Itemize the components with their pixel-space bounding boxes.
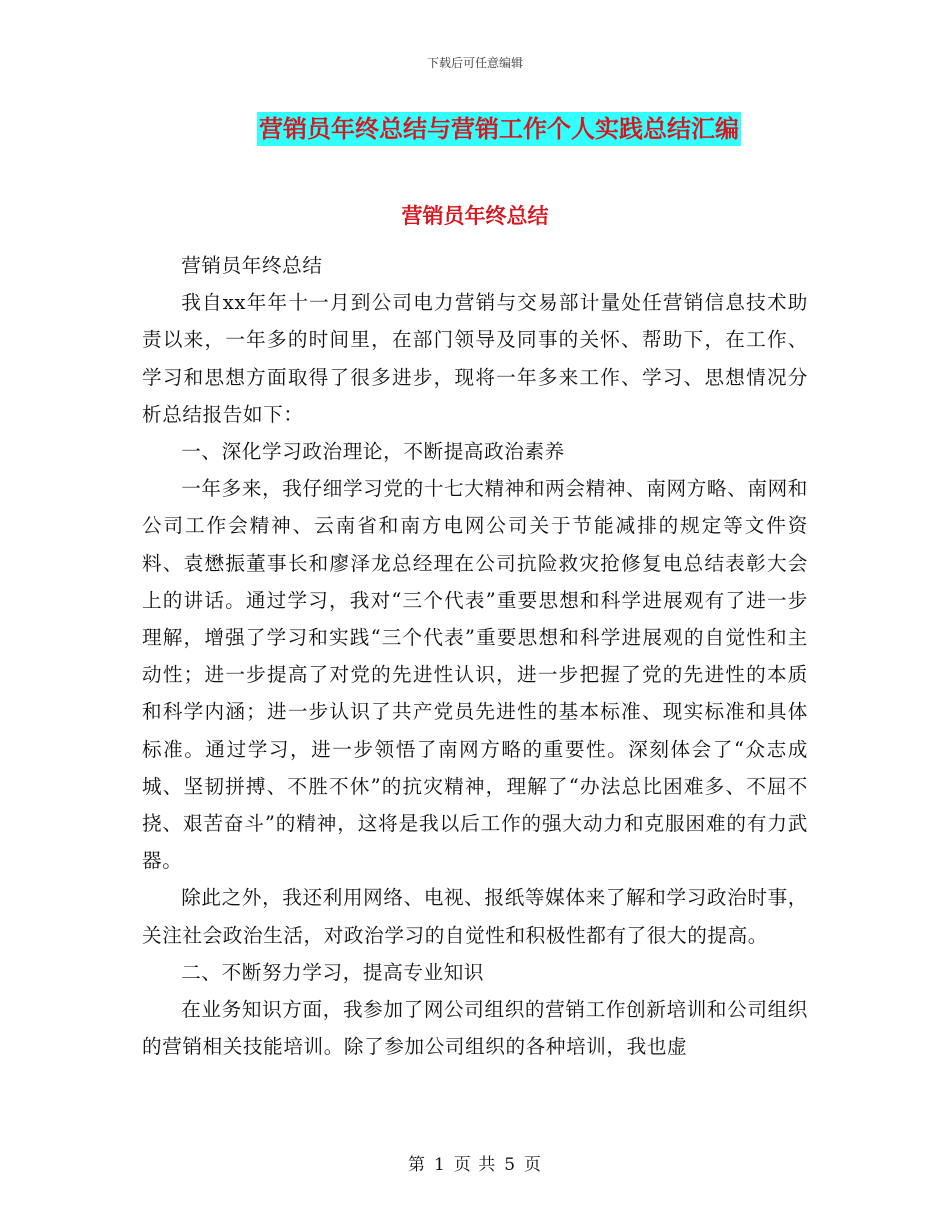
footer-middle: 页 共 bbox=[453, 1155, 497, 1175]
paragraph: 我自xx年年十一月到公司电力营销与交易部计量处任营销信息技术助责以来，一年多的时间里，在部门领导及同事的关怀、帮助下，在工作、学习和思想方面取得了很多进步，现将一年多来工作、学习、思想情况分析总结报告如下： bbox=[142, 291, 808, 426]
paragraph: 除此之外，我还利用网络、电视、报纸等媒体来了解和学习政治时事，关注社会政治生活，对政治学习的自觉性和积极性都有了很大的提高。 bbox=[142, 886, 808, 947]
paragraph: 在业务知识方面，我参加了网公司组织的营销工作创新培训和公司组织的营销相关技能培训。除了参加公司组织的各种培训，我也虚 bbox=[142, 998, 808, 1059]
page-footer bbox=[0, 1150, 950, 1175]
document-body bbox=[142, 247, 808, 1065]
footer-suffix: 页 bbox=[524, 1155, 543, 1175]
footer-page-number: 1 bbox=[433, 1155, 446, 1175]
paragraph-heading: 一、深化学习政治理论，不断提高政治素养 bbox=[181, 440, 565, 464]
footer-total-pages: 5 bbox=[504, 1155, 517, 1175]
document-main-title: 营销员年终总结与营销工作个人实践总结汇编 bbox=[257, 112, 741, 146]
section-title: 营销员年终总结 bbox=[401, 204, 549, 228]
paragraph: 营销员年终总结 bbox=[181, 254, 323, 277]
paragraph: 一年多来，我仔细学习党的十七大精神和两会精神、南网方略、南网和公司工作会精神、云南省和南方电网公司关于节能减排的规定等文件资料、袁懋振董事长和廖泽龙总经理在公司抗险救灾抢修复电总结表彰大会上的讲话。通过学习，我对“三个代表”重要思想和科学进展观有了进一步理解，增强了学习和实践“三个代表”重要思想和科学进展观的自觉性和主动性；进一步提高了对党的先进性认识，进一步把握了党的先进性的本质和科学内涵；进一步认识了共产党员先进性的基本标准、现实标准和具体标准。通过学习，进一步领悟了南网方略的重要性。深刻体会了“众志成城、坚韧拼搏、不胜不休”的抗灾精神，理解了“办法总比困难多、不屈不挠、艰苦奋斗”的精神，这将是我以后工作的强大动力和克服困难的有力武器。 bbox=[142, 477, 808, 873]
paragraph-heading: 二、不断努力学习，提高专业知识 bbox=[181, 960, 485, 984]
main-title-container bbox=[0, 112, 950, 146]
footer-prefix: 第 bbox=[407, 1155, 426, 1175]
header-note: 下载后可任意编辑 bbox=[426, 56, 523, 70]
